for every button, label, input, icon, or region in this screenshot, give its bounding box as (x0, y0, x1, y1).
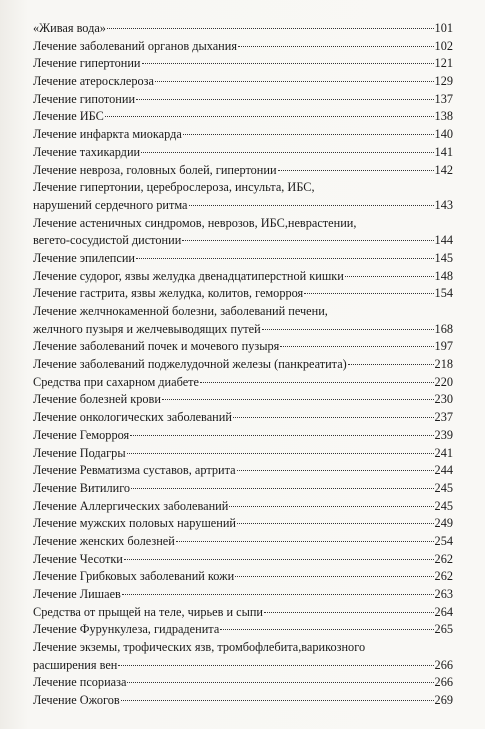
dot-leader (176, 541, 434, 542)
dot-leader (130, 435, 433, 436)
toc-entry-title: Лечение женских болезней (33, 533, 175, 548)
toc-page-number: 254 (434, 533, 453, 548)
toc-entry-title: Средства при сахарном диабете (33, 374, 199, 389)
toc-entry (33, 91, 453, 109)
toc-entry-line (33, 586, 453, 604)
toc-entry (33, 409, 453, 427)
toc-entry-line (33, 162, 453, 180)
toc-entry-line (33, 73, 453, 91)
toc-entry (33, 356, 453, 374)
toc-entry-line (33, 551, 453, 569)
toc-entry (33, 639, 453, 674)
toc-entry-title: нарушений сердечного ритма (33, 197, 188, 212)
toc-entry-title: Лечение Подагры (33, 445, 126, 460)
toc-entry-line (33, 462, 453, 480)
toc-entry-title: Лечение гипертонии (33, 56, 141, 71)
toc-page-number: 197 (434, 339, 453, 354)
toc-entry (33, 568, 453, 586)
toc-entry-line (33, 55, 453, 73)
toc-entry-line (33, 197, 453, 215)
toc-entry (33, 533, 453, 551)
dot-leader (162, 399, 434, 400)
toc-entry (33, 462, 453, 480)
toc-entry-title: «Живая вода» (33, 21, 106, 35)
dot-leader (229, 506, 433, 507)
toc-entry (33, 73, 453, 91)
toc-entry (33, 427, 453, 445)
toc-entry (33, 162, 453, 180)
toc-entry-line (33, 657, 453, 675)
toc-entry-line (33, 215, 453, 233)
toc-entry-line (33, 568, 453, 586)
toc-entry-title: Лечение инфаркта миокарда (33, 127, 182, 142)
dot-leader (304, 293, 433, 294)
dot-leader (262, 329, 434, 330)
toc-page-number: 265 (434, 622, 453, 637)
dot-leader (136, 258, 434, 259)
dot-leader (200, 382, 434, 383)
toc-entry-line (33, 38, 453, 56)
dot-leader (220, 629, 433, 630)
dot-leader (345, 276, 434, 277)
toc-entry-title: желчного пузыря и желчевыводящих путей (33, 321, 261, 336)
toc-entry-title: Лечение желчнокаменной болезни, заболеваний печени, (33, 304, 328, 318)
toc-entry-line (33, 480, 453, 498)
toc-page-number: 144 (434, 233, 453, 248)
toc-page-number: 263 (434, 587, 453, 601)
toc-entry-line (33, 144, 453, 162)
toc-entry (33, 126, 453, 144)
toc-entry-line (33, 338, 453, 356)
toc-entry-title: Лечение псориаза (33, 675, 127, 690)
toc-entry-title: Лечение гипотонии (33, 91, 136, 106)
dot-leader (237, 523, 434, 524)
toc-page-number: 239 (434, 427, 453, 442)
toc-entry (33, 515, 453, 533)
toc-page-number: 145 (434, 250, 453, 265)
toc-entry (33, 268, 453, 286)
toc-entry-title: Лечение эпилепсии (33, 250, 135, 265)
toc-entry (33, 498, 453, 516)
toc-entry-line (33, 250, 453, 268)
toc-entry-line (33, 409, 453, 427)
toc-entry-line (33, 445, 453, 463)
toc-entry-title: Лечение Фурункулеза, гидраденита (33, 622, 220, 637)
toc-entry-line (33, 621, 453, 639)
toc-page-number: 245 (434, 498, 453, 513)
toc-entry-title: Лечение экземы, трофических язв, тромбофлебита,варикозного (33, 640, 366, 655)
toc-entry-line (33, 303, 453, 321)
toc-page-number: 244 (434, 463, 453, 478)
toc-entry-title: Лечение судорог, язвы желудка двенадцатиперстной кишки (33, 268, 344, 283)
toc-entry-title: Лечение Аллергических заболеваний (33, 498, 229, 513)
toc-entry-title: расширения вен (33, 657, 118, 672)
dot-leader (136, 99, 434, 100)
toc-entry-title: Лечение мужских половых нарушений (33, 516, 237, 531)
dot-leader (155, 81, 434, 82)
toc-entry-line (33, 20, 453, 38)
toc-page-number: 102 (434, 38, 453, 53)
toc-page-number: 148 (434, 268, 453, 283)
dot-leader (235, 576, 433, 577)
toc-entry-title: Лечение Ожогов (33, 693, 120, 708)
toc-entry-title: вегето-сосудистой дистонии (33, 233, 182, 248)
toc-entry (33, 303, 453, 338)
dot-leader (237, 470, 434, 471)
toc-entry-title: Лечение заболеваний поджелудочной железы (панкреатита) (33, 357, 347, 372)
dot-leader (118, 665, 433, 666)
toc-entry-title: Лечение астеничных синдромов, неврозов, ИБС,неврастении, (33, 215, 357, 230)
dot-leader (183, 134, 434, 135)
toc-page-number: 230 (434, 392, 453, 407)
dot-leader (189, 205, 434, 206)
toc-page-number: 141 (434, 144, 453, 159)
toc-entry (33, 586, 453, 604)
toc-entry-title: Лечение онкологических заболеваний (33, 410, 232, 425)
toc-page-number: 142 (434, 162, 453, 177)
toc-page-number: 264 (434, 604, 453, 619)
dot-leader (142, 63, 434, 64)
toc-entry (33, 179, 453, 214)
toc-entry-line (33, 374, 453, 392)
dot-leader (238, 46, 434, 47)
toc-entry-line (33, 692, 453, 710)
toc-entry (33, 250, 453, 268)
dot-leader (348, 364, 434, 365)
toc-page-number: 241 (434, 445, 453, 460)
toc-entry (33, 674, 453, 692)
toc-page-number: 262 (434, 569, 453, 584)
toc-page-number: 129 (434, 74, 453, 89)
dot-leader (127, 682, 433, 683)
dot-leader (280, 346, 433, 347)
toc-entry-title: Лечение ИБС (33, 109, 104, 124)
toc-entry-title: Лечение Чесотки (33, 551, 123, 566)
toc-page-number: 137 (434, 91, 453, 106)
toc-page-number: 237 (434, 410, 453, 425)
toc-entry (33, 374, 453, 392)
toc-page-number: 218 (434, 357, 453, 372)
toc-entry (33, 285, 453, 303)
toc-entry-title: Лечение заболеваний почек и мочевого пузыря (33, 339, 280, 354)
dot-leader (264, 612, 434, 613)
toc-page-number: 269 (434, 693, 453, 708)
table-of-contents (33, 20, 453, 710)
dot-leader (127, 453, 434, 454)
toc-entry-line (33, 232, 453, 250)
toc-entry-line (33, 179, 453, 197)
toc-entry-line (33, 356, 453, 374)
toc-entry-title: Лечение невроза, головных болей, гипертонии (33, 162, 277, 177)
toc-entry-title: Лечение атеросклероза (33, 74, 154, 89)
toc-entry-line (33, 268, 453, 286)
dot-leader (131, 488, 433, 489)
toc-entry (33, 391, 453, 409)
toc-entry-title: Лечение Витилиго (33, 480, 131, 495)
toc-entry-line (33, 91, 453, 109)
toc-entry (33, 604, 453, 622)
toc-page-number: 245 (434, 480, 453, 495)
dot-leader (182, 240, 433, 241)
toc-entry-title: Лечение Ревматизма суставов, артрита (33, 463, 236, 478)
toc-page-number: 143 (434, 197, 453, 212)
toc-entry (33, 215, 453, 250)
toc-page-number: 220 (434, 374, 453, 389)
dot-leader (105, 116, 434, 117)
toc-entry-line (33, 498, 453, 516)
toc-page-number: 262 (434, 551, 453, 566)
dot-leader (107, 28, 434, 29)
toc-entry (33, 621, 453, 639)
toc-page-number: 140 (434, 127, 453, 142)
toc-entry-line (33, 126, 453, 144)
toc-page-number: 138 (434, 109, 453, 124)
toc-entry-title: Лечение Грибковых заболеваний кожи (33, 569, 235, 584)
toc-entry-line (33, 285, 453, 303)
dot-leader (141, 152, 433, 153)
toc-entry-line (33, 639, 453, 657)
toc-entry-title: Лечение Геморроя (33, 427, 130, 442)
toc-page-number: 101 (434, 21, 453, 35)
toc-entry-line (33, 604, 453, 622)
toc-entry-line (33, 321, 453, 339)
toc-entry (33, 445, 453, 463)
toc-entry (33, 480, 453, 498)
toc-entry-title: Лечение Лишаев (33, 587, 121, 601)
toc-page-number: 121 (434, 56, 453, 71)
toc-entry-line (33, 108, 453, 126)
dot-leader (233, 417, 434, 418)
toc-entry-title: Средства от прыщей на теле, чирьев и сыпи (33, 604, 264, 619)
toc-entry (33, 144, 453, 162)
toc-entry (33, 55, 453, 73)
toc-entry-line (33, 427, 453, 445)
toc-entry (33, 551, 453, 569)
toc-page-number: 249 (434, 516, 453, 531)
toc-entry-title: Лечение тахикардии (33, 144, 141, 159)
toc-page-number: 154 (434, 286, 453, 301)
dot-leader (278, 170, 434, 171)
toc-entry-line (33, 533, 453, 551)
toc-entry-title: Лечение болезней крови (33, 392, 161, 407)
dot-leader (121, 700, 434, 701)
toc-entry-line (33, 515, 453, 533)
toc-entry-line (33, 674, 453, 692)
toc-entry-title: Лечение гипертонии, цереброслероза, инсульта, ИБС, (33, 180, 315, 195)
toc-entry (33, 338, 453, 356)
toc-page-number: 168 (434, 321, 453, 336)
dot-leader (124, 559, 434, 560)
toc-entry-title: Лечение заболеваний органов дыхания (33, 38, 238, 53)
toc-entry (33, 108, 453, 126)
toc-entry (33, 692, 453, 710)
toc-entry-line (33, 391, 453, 409)
toc-entry-title: Лечение гастрита, язвы желудка, колитов, геморроя (33, 286, 304, 301)
toc-entry (33, 38, 453, 56)
dot-leader (122, 594, 434, 595)
toc-page-number: 266 (434, 675, 453, 690)
toc-page-number: 266 (434, 657, 453, 672)
toc-entry (33, 20, 453, 38)
